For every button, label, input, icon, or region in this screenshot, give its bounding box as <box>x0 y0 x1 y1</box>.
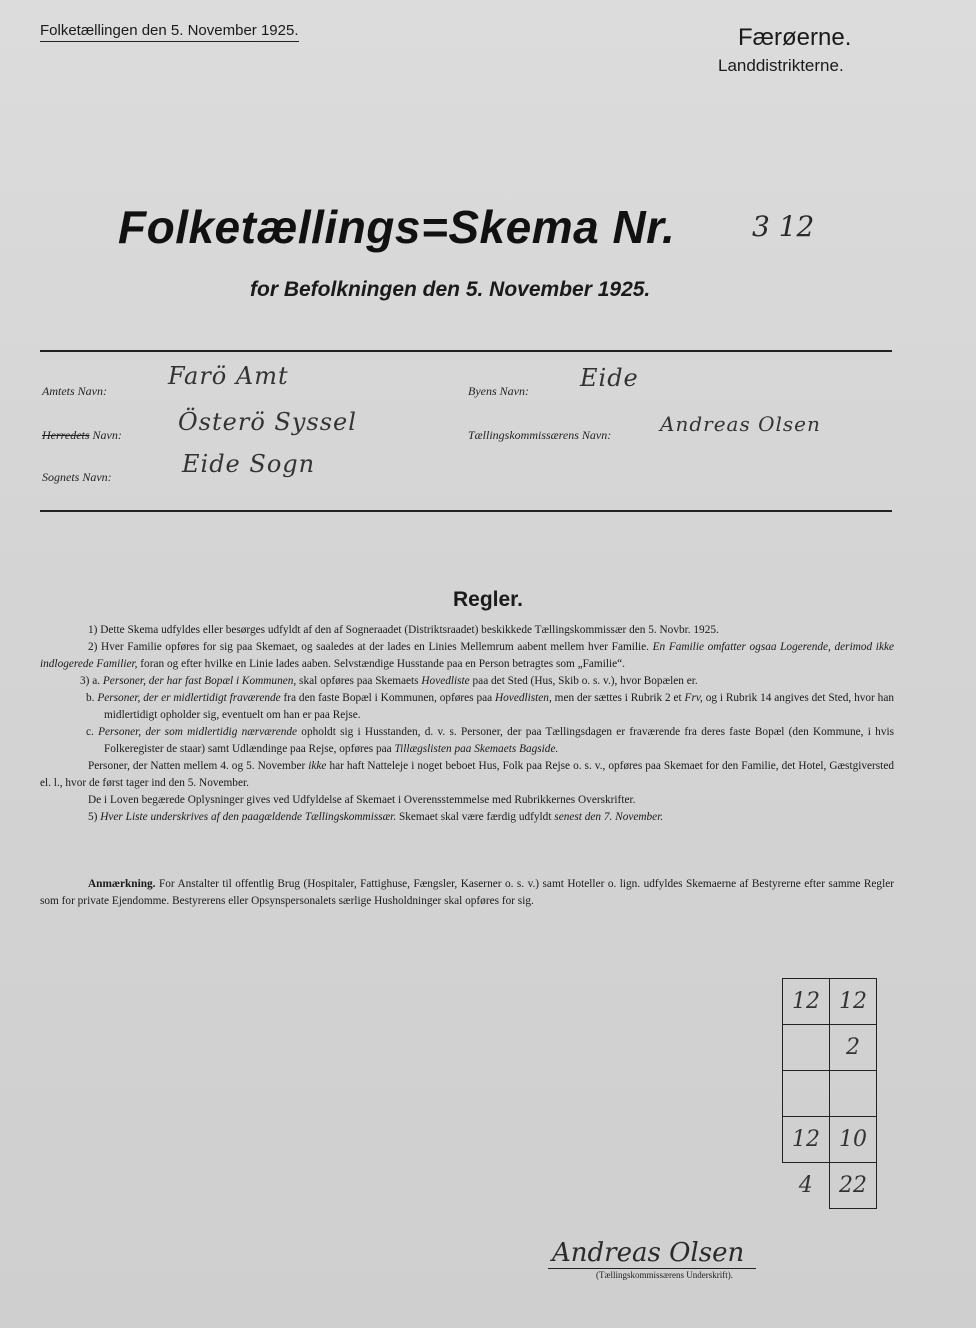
tally-row <box>783 979 877 1025</box>
tally-cell: 12 <box>830 979 877 1025</box>
annotation-note <box>40 876 894 910</box>
kommissaer-value: Andreas Olsen <box>660 412 821 436</box>
amt-label: Amtets Navn: <box>42 384 107 398</box>
tally-cell: 10 <box>830 1117 877 1163</box>
form-subtitle: for Befolkningen den 5. November 1925. <box>250 278 651 301</box>
rule-3b: b. Personer, der er midlertidigt fraværende fra den faste Bopæl i Kommunen, opføres paa Hovedlisten, men der sættes i Rubrik 2 et Frv, og i Rubrik 14 angives det Sted, hvor han midlertidigt opholder sig, eventuelt om han er paa Rejse. <box>86 692 894 721</box>
rules-body <box>40 622 894 826</box>
rules-heading: Regler. <box>452 588 524 611</box>
note-label: Anmærkning. <box>88 878 156 890</box>
sogn-value: Eide Sogn <box>182 450 316 478</box>
tally-row <box>783 1117 877 1163</box>
header-district-type: Landdistrikterne. <box>718 56 844 75</box>
divider-bottom <box>40 510 892 512</box>
form-title: Folketællings=Skema Nr. <box>118 201 676 253</box>
tally-table <box>782 978 877 1209</box>
tally-cell: 4 <box>798 1173 813 1199</box>
kommissaer-label: Tællingskommissærens Navn: <box>468 428 612 442</box>
rule-3c: c. Personer, der som midlertidig nærværende opholdt sig i Husstanden, d. v. s. Personer, der paa Tællingsdagen er fraværende fra deres faste Bopæl (den Kommune, i hvis Folkeregister de staar) samt Udlændinge paa Rejse, opføres paa Tillægslisten paa Skemaets Bagside. <box>86 726 895 755</box>
header-region: Færøerne. <box>738 24 852 51</box>
header-census-date: Folketællingen den 5. November 1925. <box>40 22 299 42</box>
tally-row <box>783 1025 877 1071</box>
tally-cell: 12 <box>783 979 830 1025</box>
rule-1: 1) Dette Skema udfyldes eller besørges udfyldt af den af Sogneraadet (Distriktsraadet) beskikkede Tællingskommissær den 5. Novbr. 1925. <box>88 624 719 636</box>
rule-3a: 3) a. Personer, der har fast Bopæl i Kommunen, skal opføres paa Skemaets Hovedliste paa det Sted (Hus, Skib o. s. v.), hvor Bopælen er. <box>80 675 698 687</box>
signature-caption: (Tællingskommissærens Underskrift). <box>596 1270 733 1280</box>
tally-cell: 22 <box>830 1163 877 1209</box>
rule-5: 5) Hver Liste underskrives af den paagældende Tællingskommissær. Skemaet skal være færdig udfyldt senest den 7. November. <box>88 811 664 823</box>
amt-value: Farö Amt <box>168 362 289 390</box>
tally-row <box>783 1071 877 1117</box>
note-text: For Anstalter til offentlig Brug (Hospitaler, Fattighuse, Fængsler, Kaserner o. s. v.) samt Hoteller o. lign. udfyldes Skemaerne af Bestyrerne efter samme Regler som for private Ejendomme. Bestyrerens eller Opsynspersonalets særlige Husholdninger skal opføres for sig. <box>40 878 894 907</box>
herred-label-rest: Navn: <box>89 428 122 442</box>
tally-cell: 12 <box>783 1117 830 1163</box>
sogn-label: Sognets Navn: <box>42 470 112 484</box>
by-value: Eide <box>580 364 639 392</box>
herred-value: Österö Syssel <box>178 408 357 436</box>
rule-3d: Personer, der Natten mellem 4. og 5. November ikke har haft Natteleje i noget beboet Hus, Folk paa Rejse o. s. v., opføres paa Skemaet for den Familie, det Hotel, Gæstgiversted el. l., hvor de først tager ind den 5. November. <box>40 760 894 789</box>
tally-cell <box>830 1071 877 1117</box>
by-label: Byens Navn: <box>468 384 529 398</box>
rule-2: 2) Hver Familie opføres for sig paa Skemaet, og saaledes at der lades en Linies Mellemrum aabent mellem hver Familie. En Familie omfatter ogsaa Logerende, derimod ikke indlogerede Familier, foran og efter hvilke en Linie lades aaben. Selvstændige Husstande paa en Person betragtes som „Familie“. <box>40 641 894 670</box>
herred-label-struck: Herredets <box>42 428 90 442</box>
rule-4: De i Loven begærede Oplysninger gives ved Udfyldelse af Skemaet i Overensstemmelse med Rubrikkernes Overskrifter. <box>88 794 636 806</box>
tally-cell <box>783 1071 830 1117</box>
form-number-handwritten: 3 12 <box>752 210 815 243</box>
tally-cell <box>783 1025 830 1071</box>
tally-row <box>783 1163 877 1209</box>
divider-top <box>40 350 892 352</box>
herred-label <box>42 428 122 443</box>
signature: Andreas Olsen <box>548 1238 756 1269</box>
tally-cell: 2 <box>830 1025 877 1071</box>
